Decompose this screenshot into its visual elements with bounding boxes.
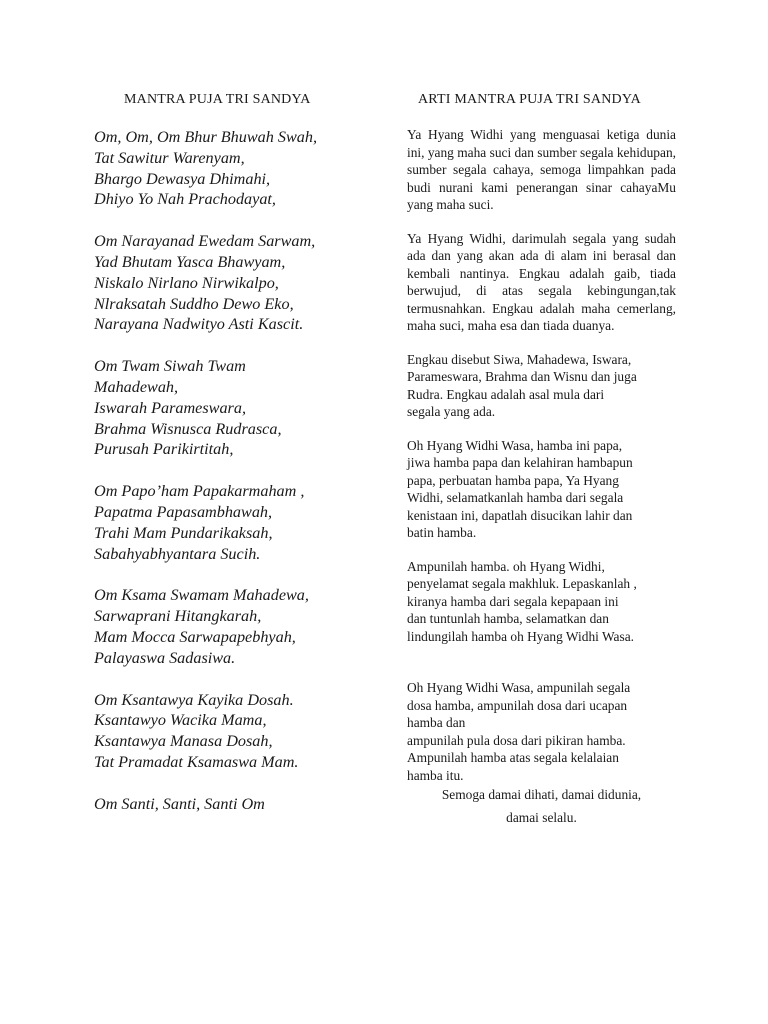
translation-paragraph-3 [407, 351, 676, 421]
translation-line: Oh Hyang Widhi Wasa, ampunilah segala [407, 680, 631, 695]
translation-line: dan tuntunlah hamba, selamatkan dan [407, 611, 609, 626]
closing-line: Semoga damai dihati, damai didunia, [441, 787, 642, 802]
mantra-line: Tat Pramadat Ksamaswa Mam. [94, 752, 299, 771]
translation-line: dosa hamba, ampunilah dosa dari ucapan [407, 697, 628, 713]
mantra-line: Sarwaprani Hitangkarah, [94, 607, 262, 626]
mantra-line: Om, Om, Om Bhur Bhuwah Swah, [94, 128, 318, 146]
translation-paragraph-2: Ya Hyang Widhi, darimulah segala yang sudah ada dan yang akan ada di alam ini berasal dan kembali nantinya. Engkau adalah gaib, tiada berwujud, di atas segala kebingungan,tak termusnahkan. Engkau adalah maha cemerlang, maha suci, maha esa dan tiada duanya. [407, 230, 676, 333]
mantra-line: Nlraksatah Suddho Dewo Eko, [94, 294, 294, 313]
translation-line: Widhi, selamatkanlah hamba dari segala [407, 490, 624, 505]
translation-paragraph-5 [407, 558, 676, 646]
translation-line: segala yang ada. [407, 404, 496, 419]
translation-line: batin hamba. [407, 525, 477, 540]
mantra-line: Ksantawya Manasa Dosah, [94, 732, 273, 751]
translation-line: Rudra. Engkau adalah asal mula dari [407, 386, 605, 402]
mantra-line: Om Twam Siwah Twam [94, 357, 246, 376]
mantra-stanza [94, 690, 394, 773]
mantra-line: Sabahyabhyantara Sucih. [94, 544, 261, 563]
translation-line: Parameswara, Brahma dan Wisnu dan juga [407, 369, 637, 384]
mantra-line: Om Ksama Swamam Mahadewa, [94, 586, 309, 605]
mantra-line: Palayaswa Sadasiwa. [94, 648, 236, 667]
translation-line: lindungilah hamba oh Hyang Widhi Wasa. [407, 628, 634, 644]
mantra-line: Papatma Papasambhawah, [94, 502, 273, 521]
mantra-stanza [94, 356, 394, 460]
mantra-line: Om Santi, Santi, Santi Om [94, 794, 265, 813]
translation-line: ampunilah pula dosa dari pikiran hamba. [407, 732, 626, 748]
mantra-line: Om Papo’ham Papakarmaham , [94, 482, 305, 501]
translation-title: ARTI MANTRA PUJA TRI SANDYA [418, 92, 641, 107]
mantra-line: Om Ksantawya Kayika Dosah. [94, 690, 294, 709]
mantra-title: MANTRA PUJA TRI SANDYA [124, 92, 311, 107]
mantra-text [94, 127, 394, 836]
mantra-stanza [94, 585, 394, 668]
translation-line: Ampunilah hamba. oh Hyang Widhi, [407, 558, 605, 574]
translation-line: Ampunilah hamba atas segala kelalaian [407, 750, 619, 765]
mantra-line: Mam Mocca Sarwapapebhyah, [94, 627, 296, 646]
translation-paragraph-1: Ya Hyang Widhi yang menguasai ketiga dunia ini, yang maha suci dan sumber segala kehidupan, sumber segala cahaya, semoga limpahkan pada budi nurani kami penerangan sinar cahayaMu yang maha suci. [407, 127, 676, 212]
translation-paragraph-4 [407, 437, 676, 542]
mantra-line: Tat Sawitur Warenyam, [94, 148, 245, 167]
mantra-line: Iswarah Parameswara, [94, 398, 246, 417]
translation-line: Engkau disebut Siwa, Mahadewa, Iswara, [407, 351, 632, 367]
mantra-stanza [94, 231, 394, 335]
translation-line: jiwa hamba papa dan kelahiran hambapun [407, 455, 633, 470]
mantra-line: Ksantawyo Wacika Mama, [94, 711, 267, 730]
mantra-line: Dhiyo Yo Nah Prachodayat, [94, 190, 276, 209]
translation-line: kenistaan ini, dapatlah disucikan lahir dan [407, 507, 633, 523]
translation-line: papa, perbuatan hamba papa, Ya Hyang [407, 472, 619, 488]
mantra-line: Trahi Mam Pundarikaksah, [94, 523, 273, 542]
translation-line: hamba dan [407, 715, 466, 730]
mantra-line: Bhargo Dewasya Dhimahi, [94, 169, 271, 188]
mantra-stanza [94, 794, 394, 815]
translation-text [407, 126, 676, 826]
translation-line: hamba itu. [407, 767, 464, 783]
translation-line: penyelamat segala makhluk. Lepaskanlah , [407, 576, 637, 591]
mantra-line: Purusah Parikirtitah, [94, 440, 234, 459]
translation-line: kiranya hamba dari segala kepapaan ini [407, 593, 619, 609]
mantra-stanza [94, 481, 394, 564]
closing-line: damai selalu. [506, 809, 577, 825]
translation-line: Oh Hyang Widhi Wasa, hamba ini papa, [407, 437, 623, 453]
mantra-line: Om Narayanad Ewedam Sarwam, [94, 232, 316, 251]
mantra-line: Niskalo Nirlano Nirwikalpo, [94, 273, 279, 292]
mantra-line: Brahma Wisnusca Rudrasca, [94, 419, 282, 438]
mantra-line: Yad Bhutam Yasca Bhawyam, [94, 252, 286, 271]
mantra-line: Narayana Nadwityo Asti Kascit. [94, 315, 304, 334]
mantra-stanza [94, 127, 394, 210]
closing-blessing [407, 786, 676, 826]
translation-paragraph-6 [407, 679, 676, 784]
mantra-line: Mahadewah, [94, 377, 179, 396]
